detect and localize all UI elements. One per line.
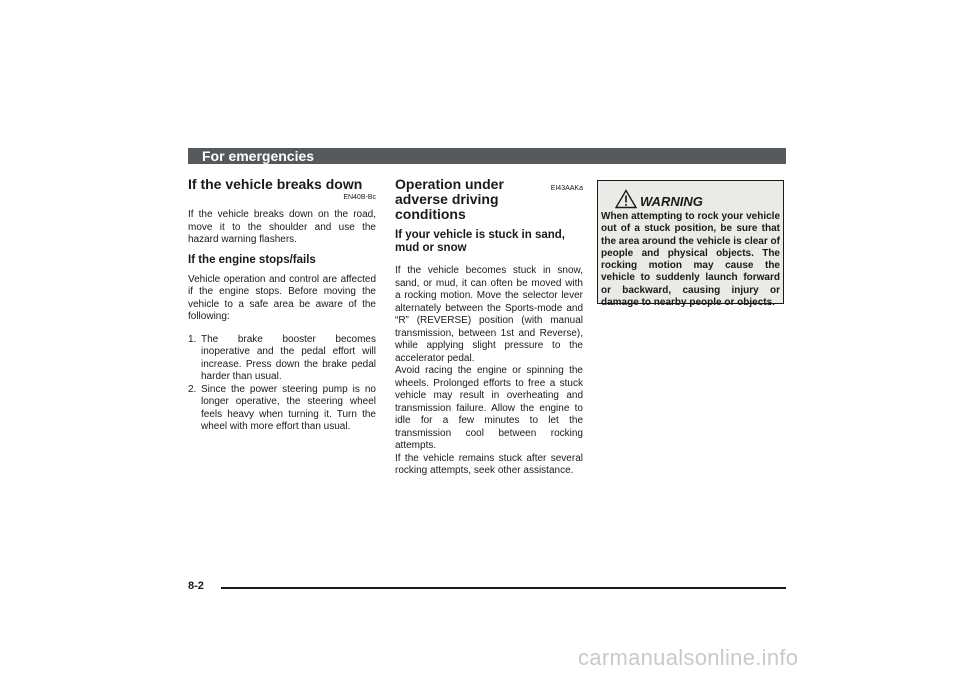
section-title-breakdown: If the vehicle breaks down — [188, 176, 363, 192]
column-adverse-conditions — [395, 177, 583, 478]
stuck-paragraph-2: Avoid racing the engine or spinning the wheels. Prolonged efforts to free a stuck vehicle may result in overheating and transmission failure. Allow the engine to idle for a few minutes to let the transmission cool between rocking attempts. — [395, 365, 583, 451]
footer-divider — [221, 587, 786, 589]
subsection-title-stuck: If your vehicle is stuck in sand, mud or snow — [395, 229, 566, 254]
section-code-adverse: EI43AAKa — [550, 185, 583, 192]
list-item-number: 2. — [188, 383, 197, 395]
list-item-number: 1. — [188, 333, 197, 345]
page-number: 8-2 — [188, 580, 204, 592]
warning-header — [615, 187, 780, 209]
chapter-title: For emergencies — [202, 148, 315, 164]
list-item-text: Since the power steering pump is no longer operative, the steering wheel feels heavy when turning it. Turn the wheel with more effort than usual. — [201, 383, 376, 432]
section-header-bar — [188, 148, 786, 164]
stuck-paragraph-3: If the vehicle remains stuck after several rocking attempts, seek other assistance. — [395, 452, 583, 476]
warning-title: WARNING — [640, 194, 703, 209]
list-item — [188, 384, 376, 434]
list-item — [188, 334, 376, 384]
column-breakdown — [188, 177, 376, 434]
stuck-paragraph-1: If the vehicle becomes stuck in snow, sand, or mud, it can often be moved with a rocking motion. Move the selector lever alternately between the Sports-mode and “R” (REVERSE) position (with manual transmission, between 1st and Reverse), while applying slight pressure to the accelerator pedal. — [395, 265, 583, 364]
section-title-adverse: Operation under adverse driving conditions — [395, 176, 504, 222]
warning-box — [597, 180, 784, 309]
warning-triangle-icon — [615, 189, 637, 209]
watermark: carmanualsonline.info — [578, 645, 799, 670]
engine-intro: Vehicle operation and control are affected if the engine stops. Before moving the vehicle to a safe area be aware of the following: — [188, 273, 376, 322]
section-code-breakdown: EN40B-Bc — [343, 194, 376, 201]
engine-steps-list — [188, 334, 376, 434]
subsection-title-engine: If the engine stops/fails — [188, 253, 316, 266]
breakdown-intro: If the vehicle breaks down on the road, move it to the shoulder and use the hazard warning flashers. — [188, 209, 376, 245]
list-item-text: The brake booster becomes inoperative and the pedal effort will increase. Press down the brake pedal harder than usual. — [201, 333, 376, 382]
warning-text: When attempting to rock your vehicle out of a stuck position, be sure that the area around the vehicle is clear of people and physical objects. The rocking motion may cause the vehicle to suddenly launch forward or backward, causing injury or damage to nearby people or objects. — [601, 211, 780, 309]
